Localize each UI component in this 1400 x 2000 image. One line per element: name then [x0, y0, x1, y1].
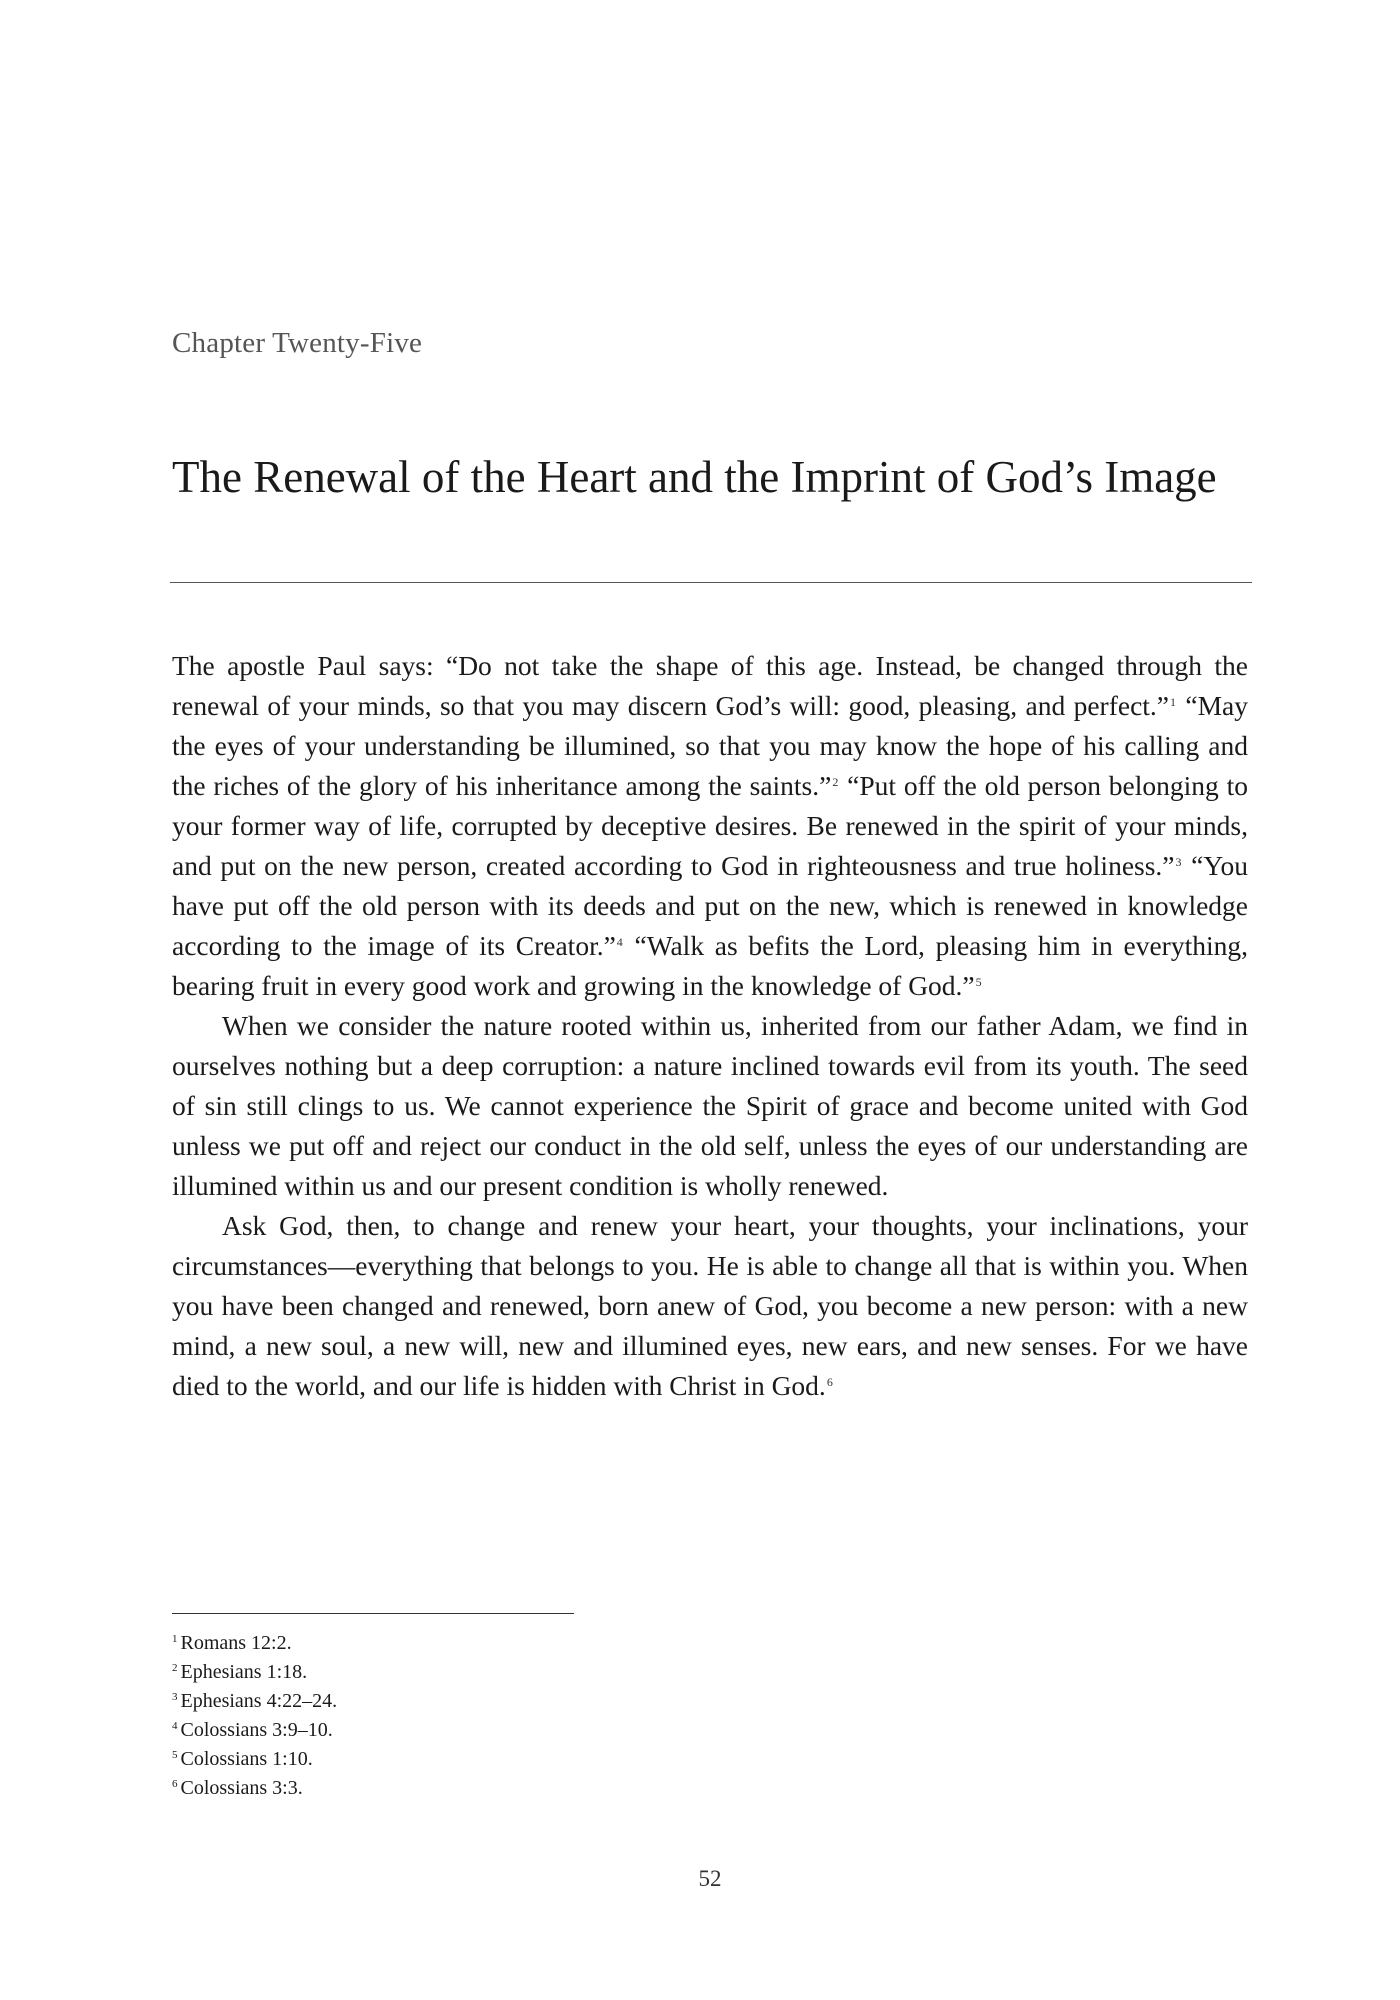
footnote-ref-6: 6 — [826, 1375, 833, 1389]
footnote-number: 3 — [172, 1691, 178, 1703]
footnote-ref-1: 1 — [1170, 695, 1176, 709]
chapter-label: Chapter Twenty-Five — [172, 327, 423, 359]
footnotes — [172, 1629, 337, 1803]
body-text — [172, 646, 1248, 1406]
footnote-text: Colossians 3:9–10. — [180, 1719, 333, 1741]
footnote-3 — [172, 1687, 337, 1716]
footnote-text: Ephesians 1:18. — [180, 1661, 308, 1683]
title-divider — [170, 582, 1252, 583]
footnote-ref-3: 3 — [1175, 855, 1182, 869]
footnote-ref-4: 4 — [616, 935, 623, 949]
footnote-number: 1 — [172, 1633, 178, 1645]
paragraph-2: When we consider the nature rooted within us, inherited from our father Adam, we find in ourselves nothing but a deep corruption: a nature inclined towards evil from its youth. The seed of sin still clings to us. We cannot experience the Spirit of grace and become united with God unless we put off and reject our conduct in the old self, unless the eyes of our understanding are illumined within us and our present condition is wholly renewed. — [172, 1010, 1248, 1201]
paragraph-3 — [172, 1206, 1248, 1406]
footnote-ref-5: 5 — [975, 975, 982, 989]
footnote-number: 6 — [172, 1778, 178, 1790]
footnote-number: 5 — [172, 1749, 178, 1761]
footnote-text: Ephesians 4:22–24. — [180, 1690, 338, 1712]
footnote-text: Colossians 1:10. — [180, 1748, 313, 1770]
paragraph-1-sentence-3: “Put off the old person belonging to your former way of life, corrupted by deceptive desires. Be renewed in the spirit of your minds, and put on the new person, created according to God in righteousness and true holiness.” — [172, 770, 1248, 881]
paragraph-3-text: Ask God, then, to change and renew your heart, your thoughts, your inclinations, your circumstances—everything that belongs to you. He is able to change all that is within you. When you have been changed and renewed, born anew of God, you become a new person: with a new mind, a new soul, a new will, new and illumined eyes, new ears, and new senses. For we have died to the world, and our life is hidden with Christ in God. — [172, 1210, 1248, 1401]
paragraph-1-sentence-4: “You have put off the old person with its deeds and put on the new, which is renewed in knowledge according to the image of its Creator.” — [172, 850, 1248, 961]
chapter-title: The Renewal of the Heart and the Imprint of God’s Image — [172, 452, 1217, 502]
footnote-2 — [172, 1658, 337, 1687]
footnote-number: 2 — [172, 1662, 178, 1674]
paragraph-1 — [172, 646, 1248, 1006]
paragraph-1-sentence-2: “May the eyes of your understanding be illumined, so that you may know the hope of his calling and the riches of the glory of his inheritance among the saints.” — [172, 690, 1248, 801]
footnote-6 — [172, 1774, 337, 1803]
footnote-4 — [172, 1716, 337, 1745]
footnote-text: Colossians 3:3. — [180, 1777, 303, 1799]
footnote-number: 4 — [172, 1720, 178, 1732]
footnote-1 — [172, 1629, 337, 1658]
footnote-5 — [172, 1745, 337, 1774]
paragraph-1-sentence-5: “Walk as befits the Lord, pleasing him in everything, bearing fruit in every good work and growing in the knowledge of God.” — [172, 930, 1248, 1001]
footnote-ref-2: 2 — [832, 775, 839, 789]
paragraph-1-sentence-1: The apostle Paul says: “Do not take the shape of this age. Instead, be changed through the renewal of your minds, so that you may discern God’s will: good, pleasing, and perfect.” — [172, 650, 1248, 721]
page-number: 52 — [698, 1866, 722, 1891]
footnote-text: Romans 12:2. — [180, 1632, 292, 1654]
footnote-divider — [172, 1613, 574, 1614]
